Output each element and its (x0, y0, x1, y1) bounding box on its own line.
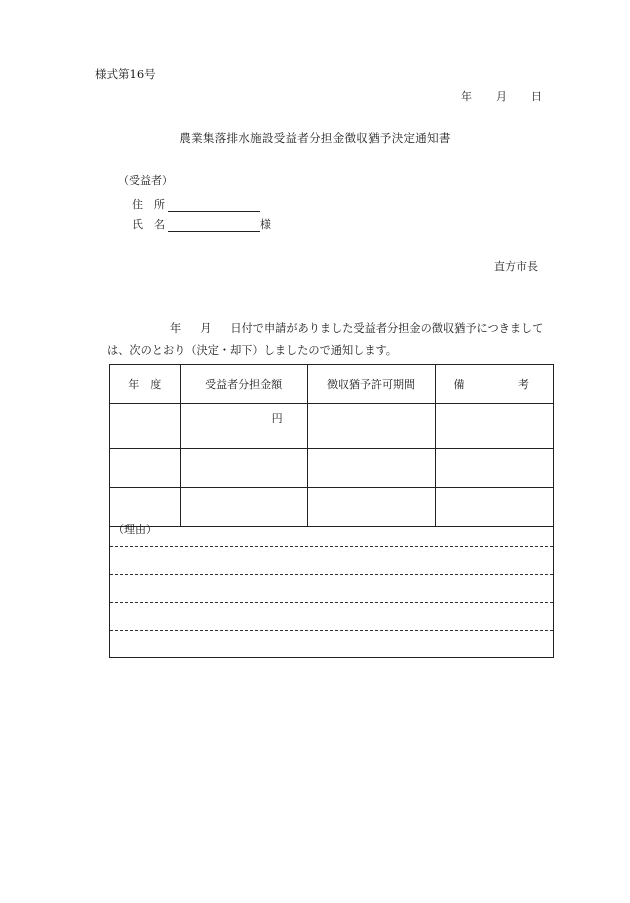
cell-period[interactable] (307, 404, 435, 449)
date-day: 日 (531, 90, 542, 103)
cell-amount[interactable] (180, 449, 307, 488)
header-remarks: 備 考 (435, 365, 554, 404)
address-row (132, 196, 260, 212)
cell-fiscal-year[interactable] (110, 449, 181, 488)
reason-box[interactable] (109, 518, 554, 658)
issuer: 直方市長 (494, 260, 538, 273)
date-month: 月 (496, 90, 507, 103)
body-line1-rest: 日付で申請がありました受益者分担金の徴収猶予につきまして (230, 322, 544, 335)
name-row (132, 216, 271, 232)
table-row (110, 404, 554, 449)
date-line (461, 88, 542, 104)
reason-dash-line (110, 546, 553, 547)
document-title: 農業集落排水施設受益者分担金徴収猶予決定通知書 (179, 131, 451, 145)
table-header-row (110, 365, 554, 404)
header-period: 徴収猶予許可期間 (307, 365, 435, 404)
cell-fiscal-year[interactable] (110, 404, 181, 449)
yen-unit: 円 (271, 412, 283, 425)
honorific: 様 (260, 218, 271, 231)
body-line-1 (170, 320, 543, 336)
address-label: 住 所 (132, 198, 165, 211)
cell-remarks[interactable] (435, 404, 554, 449)
name-label: 氏 名 (132, 218, 165, 231)
body-year: 年 (170, 322, 182, 335)
cell-period[interactable] (307, 449, 435, 488)
cell-remarks[interactable] (435, 449, 554, 488)
date-year: 年 (461, 90, 472, 103)
cell-amount[interactable] (180, 404, 307, 449)
body-line-2: は、次のとおり（決定・却下）しましたので通知します。 (107, 344, 397, 357)
table-row (110, 449, 554, 488)
reason-dash-line (110, 630, 553, 631)
reason-dash-line (110, 602, 553, 603)
deferral-table (109, 364, 554, 527)
reason-label: （理由） (113, 523, 157, 536)
form-number: 様式第16号 (95, 67, 156, 81)
header-amount: 受益者分担金額 (180, 365, 307, 404)
reason-dash-line (110, 574, 553, 575)
header-fiscal-year: 年 度 (110, 365, 181, 404)
recipient-label: （受益者） (118, 174, 173, 187)
address-blank[interactable] (168, 199, 260, 212)
name-blank[interactable] (168, 219, 260, 232)
body-month: 月 (200, 322, 212, 335)
